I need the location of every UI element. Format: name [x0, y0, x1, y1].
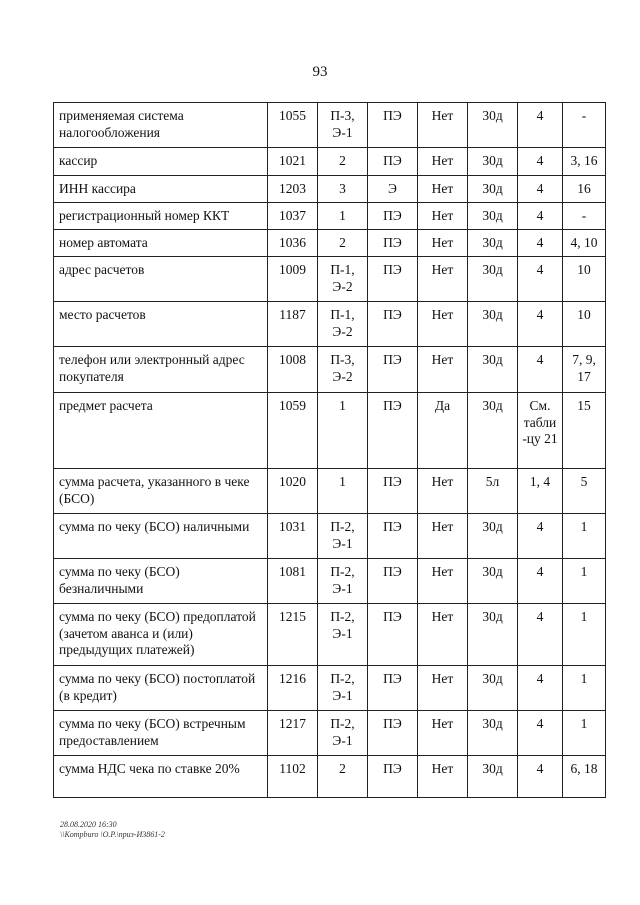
print-form-cell: П-1, Э-2 — [318, 302, 368, 347]
note-ref-cell: - — [563, 103, 606, 148]
tag-number-cell: 1203 — [268, 176, 318, 203]
storage-period-cell: 30д — [468, 203, 518, 230]
requisite-name-cell: номер автомата — [54, 230, 268, 257]
requisite-name-cell: сумма по чеку (БСО) предоплатой (зачетом аванса и (или) предыдущих платежей) — [54, 604, 268, 666]
fd-form-cell: ПЭ — [368, 666, 418, 711]
table-row — [54, 148, 606, 176]
tag-number-cell: 1055 — [268, 103, 318, 148]
requisite-name-cell: сумма по чеку (БСО) постоплатой (в кредит) — [54, 666, 268, 711]
ffd-version-cell: 4 — [518, 559, 563, 604]
table-row — [54, 393, 606, 469]
fd-form-cell: ПЭ — [368, 756, 418, 798]
note-ref-cell: 1 — [563, 514, 606, 559]
tag-number-cell: 1031 — [268, 514, 318, 559]
footer-path: \\Kompburo \О.Р.\приз-И3861-2 — [60, 830, 165, 839]
ffd-version-cell: 1, 4 — [518, 469, 563, 514]
table-row — [54, 604, 606, 666]
requisite-name-cell: применяемая система налогообложения — [54, 103, 268, 148]
ffd-version-cell: 4 — [518, 347, 563, 393]
mandatory-flag-cell: Нет — [418, 514, 468, 559]
mandatory-flag-cell: Нет — [418, 203, 468, 230]
mandatory-flag-cell: Нет — [418, 347, 468, 393]
ffd-version-cell: 4 — [518, 176, 563, 203]
requisite-name-cell: сумма расчета, указанного в чеке (БСО) — [54, 469, 268, 514]
storage-period-cell: 30д — [468, 103, 518, 148]
mandatory-flag-cell: Нет — [418, 469, 468, 514]
table-row — [54, 176, 606, 203]
note-ref-cell: 7, 9, 17 — [563, 347, 606, 393]
requisite-name-cell: телефон или электронный адрес покупателя — [54, 347, 268, 393]
requisite-name-cell: место расчетов — [54, 302, 268, 347]
tag-number-cell: 1008 — [268, 347, 318, 393]
mandatory-flag-cell: Нет — [418, 176, 468, 203]
ffd-version-cell: 4 — [518, 666, 563, 711]
storage-period-cell: 30д — [468, 666, 518, 711]
footer-date: 28.08.2020 16:30 — [60, 820, 117, 829]
table-row — [54, 347, 606, 393]
ffd-version-cell: 4 — [518, 230, 563, 257]
print-form-cell: П-3, Э-2 — [318, 347, 368, 393]
mandatory-flag-cell: Нет — [418, 559, 468, 604]
fd-form-cell: ПЭ — [368, 393, 418, 469]
fd-form-cell: ПЭ — [368, 203, 418, 230]
note-ref-cell: 15 — [563, 393, 606, 469]
storage-period-cell: 30д — [468, 393, 518, 469]
storage-period-cell: 30д — [468, 257, 518, 302]
tag-number-cell: 1216 — [268, 666, 318, 711]
table-row — [54, 711, 606, 756]
print-form-cell: 3 — [318, 176, 368, 203]
tag-number-cell: 1037 — [268, 203, 318, 230]
storage-period-cell: 30д — [468, 347, 518, 393]
mandatory-flag-cell: Нет — [418, 257, 468, 302]
mandatory-flag-cell: Нет — [418, 756, 468, 798]
storage-period-cell: 30д — [468, 756, 518, 798]
fd-form-cell: ПЭ — [368, 257, 418, 302]
mandatory-flag-cell: Нет — [418, 604, 468, 666]
fd-form-cell: ПЭ — [368, 347, 418, 393]
requisite-name-cell: сумма по чеку (БСО) безналичными — [54, 559, 268, 604]
table-body — [54, 103, 606, 798]
table-row — [54, 469, 606, 514]
print-form-cell: 1 — [318, 469, 368, 514]
table-row — [54, 203, 606, 230]
ffd-version-cell: 4 — [518, 257, 563, 302]
tag-number-cell: 1215 — [268, 604, 318, 666]
requisite-name-cell: кассир — [54, 148, 268, 176]
print-form-cell: 1 — [318, 393, 368, 469]
mandatory-flag-cell: Нет — [418, 103, 468, 148]
mandatory-flag-cell: Нет — [418, 230, 468, 257]
note-ref-cell: 1 — [563, 711, 606, 756]
tag-number-cell: 1081 — [268, 559, 318, 604]
tag-number-cell: 1187 — [268, 302, 318, 347]
print-form-cell: П-1, Э-2 — [318, 257, 368, 302]
print-form-cell: П-2, Э-1 — [318, 514, 368, 559]
tag-number-cell: 1009 — [268, 257, 318, 302]
table-row — [54, 666, 606, 711]
mandatory-flag-cell: Да — [418, 393, 468, 469]
mandatory-flag-cell: Нет — [418, 302, 468, 347]
storage-period-cell: 30д — [468, 176, 518, 203]
mandatory-flag-cell: Нет — [418, 666, 468, 711]
ffd-version-cell: 4 — [518, 148, 563, 176]
note-ref-cell: 10 — [563, 257, 606, 302]
fd-form-cell: ПЭ — [368, 604, 418, 666]
ffd-version-cell: 4 — [518, 756, 563, 798]
requisite-name-cell: предмет расчета — [54, 393, 268, 469]
tag-number-cell: 1059 — [268, 393, 318, 469]
table-row — [54, 514, 606, 559]
storage-period-cell: 30д — [468, 230, 518, 257]
print-form-cell: 2 — [318, 148, 368, 176]
note-ref-cell: 3, 16 — [563, 148, 606, 176]
storage-period-cell: 30д — [468, 302, 518, 347]
ffd-version-cell: 4 — [518, 302, 563, 347]
note-ref-cell: 1 — [563, 666, 606, 711]
ffd-version-cell: 4 — [518, 711, 563, 756]
ffd-version-cell: 4 — [518, 103, 563, 148]
note-ref-cell: 16 — [563, 176, 606, 203]
print-form-cell: П-3, Э-1 — [318, 103, 368, 148]
requisite-name-cell: регистрационный номер ККТ — [54, 203, 268, 230]
tag-number-cell: 1021 — [268, 148, 318, 176]
note-ref-cell: 4, 10 — [563, 230, 606, 257]
fd-form-cell: Э — [368, 176, 418, 203]
requisite-name-cell: адрес расчетов — [54, 257, 268, 302]
ffd-version-cell: 4 — [518, 514, 563, 559]
storage-period-cell: 30д — [468, 559, 518, 604]
fd-form-cell: ПЭ — [368, 103, 418, 148]
storage-period-cell: 30д — [468, 604, 518, 666]
note-ref-cell: 6, 18 — [563, 756, 606, 798]
page-number: 93 — [312, 64, 328, 80]
footer-stamp — [60, 820, 165, 840]
requisite-name-cell: сумма по чеку (БСО) наличными — [54, 514, 268, 559]
mandatory-flag-cell: Нет — [418, 148, 468, 176]
tag-number-cell: 1020 — [268, 469, 318, 514]
fd-form-cell: ПЭ — [368, 302, 418, 347]
storage-period-cell: 30д — [468, 514, 518, 559]
fd-form-cell: ПЭ — [368, 711, 418, 756]
fd-form-cell: ПЭ — [368, 514, 418, 559]
mandatory-flag-cell: Нет — [418, 711, 468, 756]
table-row — [54, 103, 606, 148]
tag-number-cell: 1217 — [268, 711, 318, 756]
ffd-version-cell: 4 — [518, 604, 563, 666]
note-ref-cell: 1 — [563, 559, 606, 604]
print-form-cell: П-2, Э-1 — [318, 559, 368, 604]
storage-period-cell: 30д — [468, 148, 518, 176]
requisite-name-cell: ИНН кассира — [54, 176, 268, 203]
note-ref-cell: 1 — [563, 604, 606, 666]
fd-form-cell: ПЭ — [368, 469, 418, 514]
table-row — [54, 756, 606, 798]
storage-period-cell: 30д — [468, 711, 518, 756]
print-form-cell: 2 — [318, 756, 368, 798]
tag-number-cell: 1036 — [268, 230, 318, 257]
fd-form-cell: ПЭ — [368, 230, 418, 257]
requisite-name-cell: сумма по чеку (БСО) встречным предоставлением — [54, 711, 268, 756]
note-ref-cell: 5 — [563, 469, 606, 514]
note-ref-cell: - — [563, 203, 606, 230]
ffd-version-cell: 4 — [518, 203, 563, 230]
table-row — [54, 302, 606, 347]
print-form-cell: 1 — [318, 203, 368, 230]
requisites-table — [53, 102, 606, 798]
storage-period-cell: 5л — [468, 469, 518, 514]
fd-form-cell: ПЭ — [368, 148, 418, 176]
ffd-version-cell: См. табли -цу 21 — [518, 393, 563, 469]
print-form-cell: П-2, Э-1 — [318, 604, 368, 666]
fd-form-cell: ПЭ — [368, 559, 418, 604]
table-row — [54, 230, 606, 257]
print-form-cell: 2 — [318, 230, 368, 257]
table-row — [54, 257, 606, 302]
table-row — [54, 559, 606, 604]
requisite-name-cell: сумма НДС чека по ставке 20% — [54, 756, 268, 798]
note-ref-cell: 10 — [563, 302, 606, 347]
tag-number-cell: 1102 — [268, 756, 318, 798]
print-form-cell: П-2, Э-1 — [318, 666, 368, 711]
print-form-cell: П-2, Э-1 — [318, 711, 368, 756]
